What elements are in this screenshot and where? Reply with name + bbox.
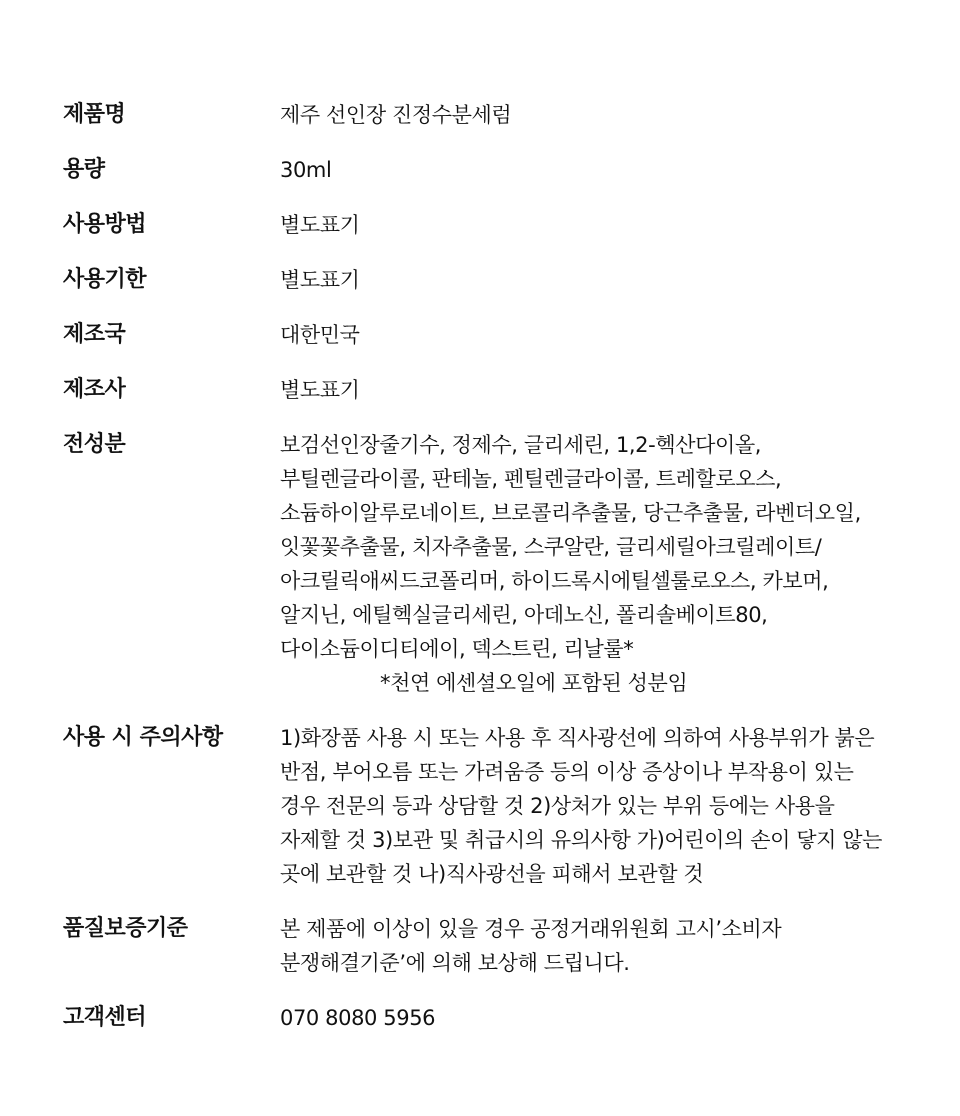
- info-row-country: [63, 318, 903, 352]
- volume-label: 용량: [63, 157, 105, 182]
- country-label: 제조국: [63, 322, 126, 347]
- usage-method-value: 별도표기: [280, 213, 360, 237]
- info-row-volume: [63, 153, 903, 187]
- info-row-customer-center: [63, 1001, 903, 1035]
- customer-center-phone: 070 8080 5956: [280, 1006, 436, 1030]
- ingredients-value: [280, 428, 894, 700]
- usage-method-label: 사용방법: [63, 212, 147, 237]
- manufacturer-label: 제조사: [63, 377, 126, 402]
- expiration-label: 사용기한: [63, 267, 147, 292]
- ingredients-note: *천연 에센셜오일에 포함된 성분임: [380, 671, 688, 695]
- country-value: 대한민국: [280, 323, 360, 347]
- manufacturer-value: 별도표기: [280, 378, 360, 402]
- volume-value: 30ml: [280, 158, 332, 182]
- expiration-value: 별도표기: [280, 268, 360, 292]
- info-row-usage-method: [63, 208, 903, 242]
- precautions-label: 사용 시 주의사항: [63, 725, 223, 750]
- ingredients-label: 전성분: [63, 432, 126, 457]
- quality-guarantee-label: 품질보증기준: [63, 916, 188, 941]
- info-row-precautions: [63, 721, 903, 891]
- info-row-product-name: [63, 98, 903, 132]
- product-name-label: 제품명: [63, 102, 126, 127]
- product-info-table: [63, 98, 903, 1056]
- info-row-manufacturer: [63, 373, 903, 407]
- quality-guarantee-value: 본 제품에 이상이 있을 경우 공정거래위원회 고시’소비자 분쟁해결기준’에 의해 보상해 드립니다.: [280, 917, 782, 975]
- ingredients-list: 보검선인장줄기수, 정제수, 글리세린, 1,2-헥산다이올, 부틸렌글라이콜, 판테놀, 펜틸렌글라이콜, 트레할로오스, 소듐하이알루로네이트, 브로콜리추출물, 당근추출물, 라벤더오일, 잇꽃꽃추출물, 치자추출물, 스쿠알란, 글리세릴아크릴레이트/아크릴릭애씨드코폴리머, 하이드록시에틸셀룰로오스, 카보머, 알지닌, 에틸헥실글리세린, 아데노신, 폴리솔베이트80, 다이소듐이디티에이, 덱스트린, 리날룰*: [280, 433, 861, 661]
- info-row-quality-guarantee: [63, 912, 903, 980]
- product-name-value: 제주 선인장 진정수분세럼: [280, 103, 512, 127]
- precautions-value: 1)화장품 사용 시 또는 사용 후 직사광선에 의하여 사용부위가 붉은 반점, 부어오름 또는 가려움증 등의 이상 증상이나 부작용이 있는 경우 전문의 등과 상담할 것 2)상처가 있는 부위 등에는 사용을 자제할 것 3)보관 및 취급시의 유의사항 가)어린이의 손이 닿지 않는 곳에 보관할 것 나)직사광선을 피해서 보관할 것: [280, 726, 883, 886]
- customer-center-label: 고객센터: [63, 1005, 147, 1030]
- info-row-ingredients: [63, 428, 903, 700]
- info-row-expiration: [63, 263, 903, 297]
